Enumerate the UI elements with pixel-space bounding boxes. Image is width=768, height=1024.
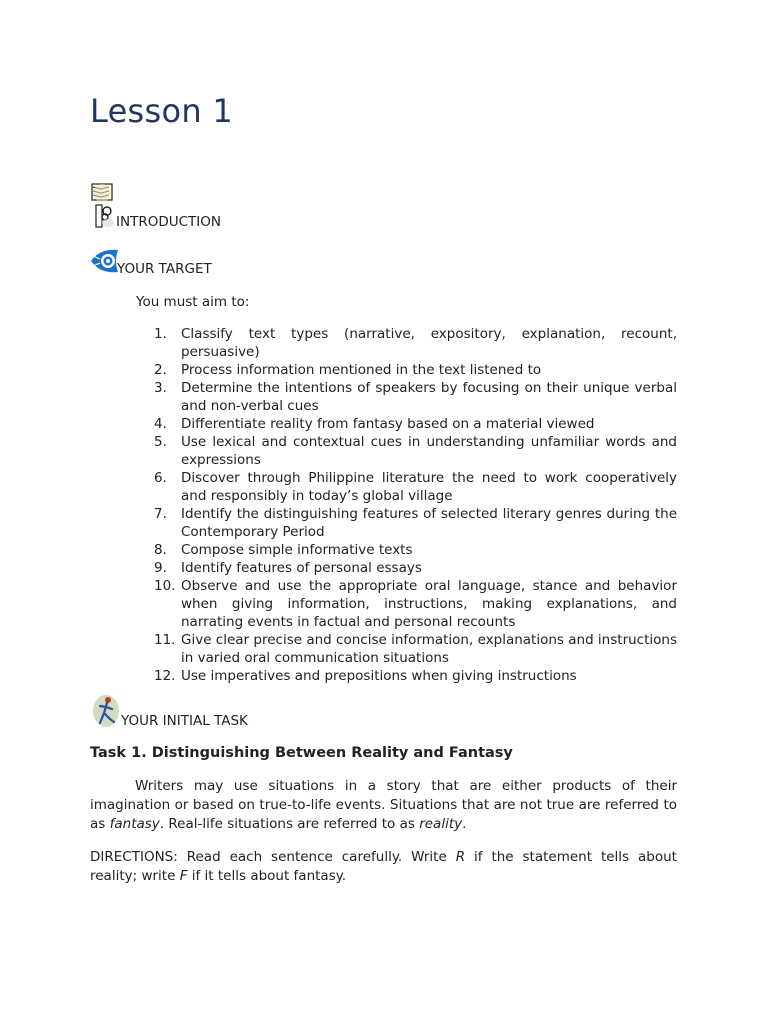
- objective-item: [154, 361, 677, 379]
- book-reader-icon: [90, 183, 116, 229]
- aim-intro: You must aim to:: [136, 294, 250, 310]
- objective-text: Use lexical and contextual cues in understanding unfamiliar words and expressions: [181, 434, 677, 468]
- objective-item: [154, 559, 677, 577]
- objective-number: 9.: [154, 560, 167, 576]
- term-fantasy: fantasy: [109, 816, 160, 832]
- paragraph-text: if the statement tells about reality; write: [90, 849, 677, 884]
- objective-text: Classify text types (narrative, expository, explanation, recount, persuasive): [181, 326, 677, 360]
- term-reality: reality: [419, 816, 463, 832]
- answer-code-r: R: [455, 849, 466, 865]
- objective-number: 6.: [154, 470, 167, 486]
- target-eye-icon: [90, 247, 120, 275]
- lesson-title: Lesson 1: [90, 92, 234, 130]
- section-initial-task-label: YOUR INITIAL TASK: [121, 713, 248, 729]
- objective-number: 3.: [154, 380, 167, 396]
- paragraph-text: .: [462, 816, 467, 832]
- task-intro-paragraph: [90, 777, 677, 834]
- objective-text: Compose simple informative texts: [181, 542, 413, 558]
- objective-number: 12.: [154, 668, 176, 684]
- directions-paragraph: [90, 848, 677, 886]
- objective-number: 2.: [154, 362, 167, 378]
- paragraph-text: Writers may use situations in a story that are either products of their imagination or based on true-to-life events. Situations that are not true are referred to as: [90, 778, 677, 832]
- objective-number: 8.: [154, 542, 167, 558]
- objective-text: Give clear precise and concise information, explanations and instructions in varied oral communication situations: [181, 632, 677, 666]
- objective-text: Observe and use the appropriate oral language, stance and behavior when giving information, instructions, making explanations, and narrating events in factual and personal recounts: [181, 578, 677, 630]
- objective-text: Use imperatives and prepositions when giving instructions: [181, 668, 577, 684]
- section-target-label: YOUR TARGET: [117, 261, 212, 277]
- objective-item: [154, 415, 677, 433]
- objective-number: 5.: [154, 434, 167, 450]
- objective-text: Differentiate reality from fantasy based on a material viewed: [181, 416, 595, 432]
- objective-text: Process information mentioned in the text listened to: [181, 362, 542, 378]
- paragraph-text: . Real-life situations are referred to as: [159, 816, 420, 832]
- section-introduction-label: INTRODUCTION: [116, 214, 221, 230]
- objective-item: [154, 325, 677, 361]
- paragraph-text: if it tells about fantasy.: [187, 868, 347, 884]
- objective-number: 10.: [154, 578, 176, 594]
- objective-number: 1.: [154, 326, 167, 342]
- answer-code-f: F: [179, 868, 188, 884]
- objective-item: [154, 469, 677, 505]
- paragraph-text: DIRECTIONS: Read each sentence carefully. Write: [90, 849, 456, 865]
- task-heading: Task 1. Distinguishing Between Reality and Fantasy: [90, 745, 513, 761]
- objective-item: [154, 541, 677, 559]
- runner-icon: [90, 691, 122, 729]
- objective-text: Identify features of personal essays: [181, 560, 422, 576]
- objective-number: 4.: [154, 416, 167, 432]
- objective-text: Identify the distinguishing features of selected literary genres during the Contemporary Period: [181, 506, 677, 540]
- objective-number: 11.: [154, 632, 176, 648]
- objective-item: [154, 505, 677, 541]
- objectives-list: [154, 325, 677, 685]
- objective-item: [154, 577, 677, 631]
- objective-text: Discover through Philippine literature the need to work cooperatively and responsibly in today’s global village: [181, 470, 677, 504]
- objective-text: Determine the intentions of speakers by focusing on their unique verbal and non-verbal cues: [181, 380, 677, 414]
- objective-item: [154, 433, 677, 469]
- objective-item: [154, 667, 677, 685]
- objective-number: 7.: [154, 506, 167, 522]
- objective-item: [154, 631, 677, 667]
- objective-item: [154, 379, 677, 415]
